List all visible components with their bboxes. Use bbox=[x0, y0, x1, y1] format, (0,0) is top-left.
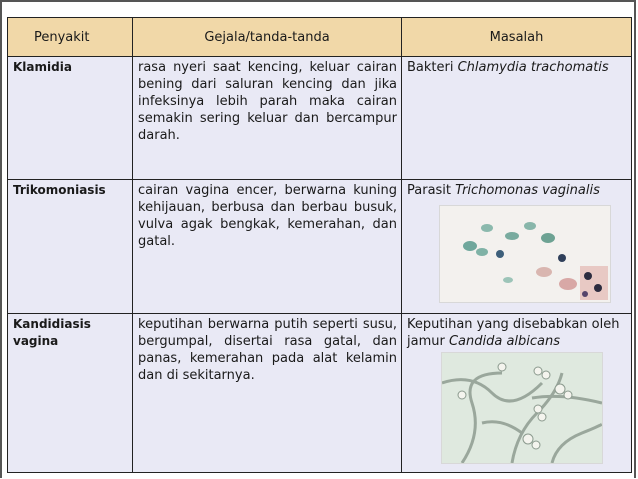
problem-text: Parasit bbox=[407, 183, 456, 198]
header-symptoms: Gejala/tanda-tanda bbox=[133, 18, 402, 57]
table-row bbox=[8, 314, 632, 473]
problem-cell bbox=[402, 57, 632, 180]
problem-text: Keputihan yang disebabkan oleh jamur bbox=[407, 317, 620, 349]
table-header-row bbox=[8, 18, 632, 57]
problem-text: Bakteri bbox=[407, 60, 458, 75]
microscope-trichomonas-image bbox=[439, 205, 611, 303]
symptoms-text: keputihan berwarna putih seperti susu, bergumpal, disertai rasa gatal, dan panas, kemerahan pada alat kelamin dan di sekitarnya. bbox=[133, 314, 402, 473]
organism-name: Trichomonas vaginalis bbox=[455, 183, 600, 198]
symptoms-text: cairan vagina encer, berwarna kuning kehijauan, berbusa dan berbau busuk, vulva agak bengkak, kemerahan, dan gatal. bbox=[133, 180, 402, 314]
disease-name: Klamidia bbox=[8, 57, 133, 180]
disease-table bbox=[7, 17, 632, 473]
header-problem: Masalah bbox=[402, 18, 632, 57]
microscope-candida-image bbox=[441, 352, 603, 464]
symptoms-text: rasa nyeri saat kencing, keluar cairan bening dari saluran kencing dan jika infeksinya lebih parah maka cairan semakin sering keluar dan bercampur darah. bbox=[133, 57, 402, 180]
organism-name: Chlamydia trachomatis bbox=[457, 60, 609, 75]
table-row bbox=[8, 180, 632, 314]
organism-name: Candida albicans bbox=[448, 334, 561, 349]
problem-cell bbox=[402, 180, 632, 314]
problem-cell bbox=[402, 314, 632, 473]
header-disease: Penyakit bbox=[8, 18, 133, 57]
disease-name: Trikomoniasis bbox=[8, 180, 133, 314]
disease-name: Kandidiasis vagina bbox=[8, 314, 133, 473]
table-row bbox=[8, 57, 632, 180]
